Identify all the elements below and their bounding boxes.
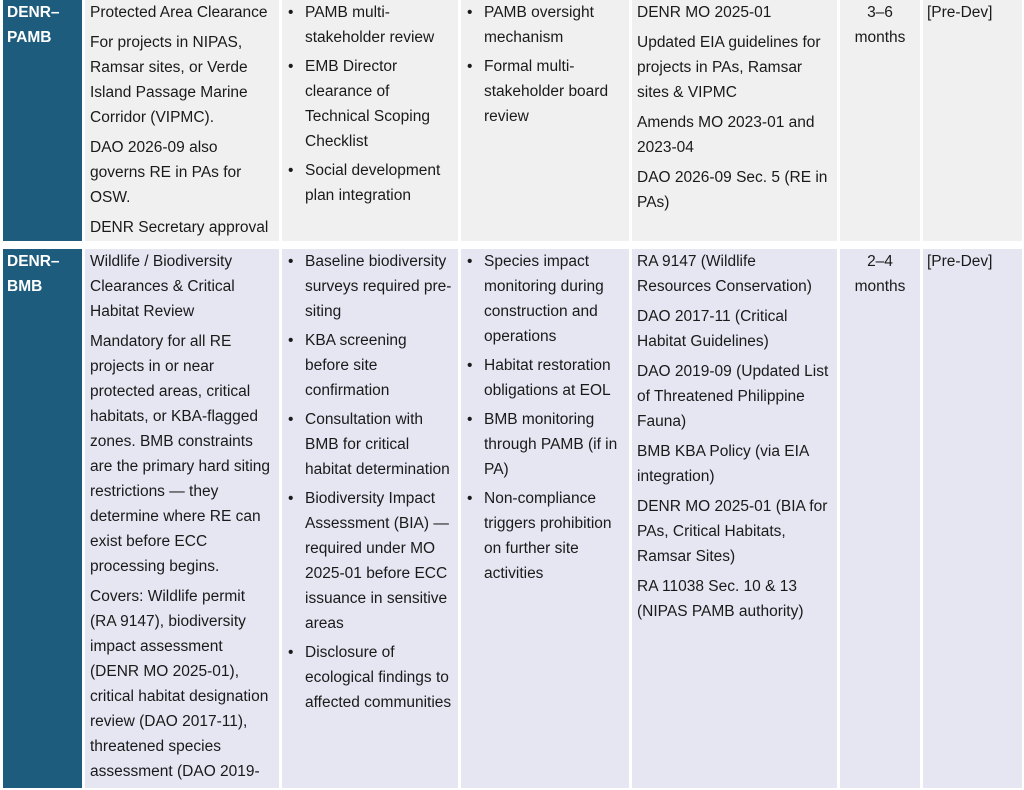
description-paragraph: DAO 2026-09 also governs RE in PAs for OSW. bbox=[90, 139, 242, 206]
timeline-cell: 3–6 months bbox=[840, 0, 920, 241]
requirements-cell bbox=[282, 0, 458, 241]
agency-cell bbox=[3, 0, 82, 241]
list-item: • KBA screening before site confirmation bbox=[286, 328, 454, 403]
permit-title: Wildlife / Biodiversity Clearances & Critical Habitat Review bbox=[90, 253, 235, 320]
description-cell bbox=[85, 249, 279, 788]
list-item: • EMB Director clearance of Technical Scoping Checklist bbox=[286, 54, 454, 154]
list-item: • Disclosure of ecological findings to affected communities bbox=[286, 640, 454, 715]
requirements-cell bbox=[282, 249, 458, 788]
description-paragraph: Mandatory for all RE projects in or near protected areas, critical habitats, or KBA-flagged zones. BMB constraints are the primary hard siting restrictions — they determine where RE can exist before ECC processing begins. bbox=[90, 333, 271, 575]
legal-reference: BMB KBA Policy (via EIA integration) bbox=[637, 443, 809, 485]
legal-reference: DAO 2026-09 Sec. 5 (RE in PAs) bbox=[637, 169, 828, 211]
legal-reference: DENR MO 2025-01 (BIA for PAs, Critical Habitats, Ramsar Sites) bbox=[637, 498, 828, 565]
post-approval-list bbox=[465, 249, 625, 586]
agency-label-line: PAMB bbox=[7, 29, 52, 46]
list-item: • Consultation with BMB for critical habitat determination bbox=[286, 407, 454, 482]
permit-title: Protected Area Clearance bbox=[90, 4, 268, 21]
list-item: • Formal multi-stakeholder board review bbox=[465, 54, 625, 129]
list-item: • Species impact monitoring during construction and operations bbox=[465, 249, 625, 349]
phase-cell: [Pre-Dev] bbox=[923, 0, 1022, 241]
legal-basis-cell bbox=[632, 0, 837, 241]
agency-label-line: BMB bbox=[7, 278, 43, 295]
requirements-list bbox=[286, 249, 454, 715]
list-item: • Baseline biodiversity surveys required pre-siting bbox=[286, 249, 454, 324]
description-cell bbox=[85, 0, 279, 241]
legal-reference: DENR MO 2025-01 bbox=[637, 4, 772, 21]
legal-reference: Updated EIA guidelines for projects in PAs, Ramsar sites & VIPMC bbox=[637, 34, 821, 101]
table-row-denr-pamb bbox=[3, 0, 1022, 241]
legal-reference: Amends MO 2023-01 and 2023-04 bbox=[637, 114, 815, 156]
list-item: • PAMB oversight mechanism bbox=[465, 0, 625, 50]
table-row-denr-bmb bbox=[3, 249, 1022, 788]
agency-label-line: DENR– bbox=[7, 253, 60, 270]
agency-cell bbox=[3, 249, 82, 788]
post-approval-cell bbox=[461, 0, 629, 241]
post-approval-cell bbox=[461, 249, 629, 788]
legal-reference: DAO 2019-09 (Updated List of Threatened Philippine Fauna) bbox=[637, 363, 829, 430]
list-item: • Biodiversity Impact Assessment (BIA) — required under MO 2025-01 before ECC issuance in sensitive areas bbox=[286, 486, 454, 636]
description-paragraph: DENR Secretary approval bbox=[90, 219, 269, 236]
list-item: • BMB monitoring through PAMB (if in PA) bbox=[465, 407, 625, 482]
list-item: • Non-compliance triggers prohibition on further site activities bbox=[465, 486, 625, 586]
list-item: • PAMB multi-stakeholder review bbox=[286, 0, 454, 50]
description-paragraph: Covers: Wildlife permit (RA 9147), biodiversity impact assessment (DENR MO 2025-01), critical habitat designation review (DAO 2017-11), threatened species assessment (DAO 2019- bbox=[90, 588, 269, 780]
description-paragraph: For projects in NIPAS, Ramsar sites, or Verde Island Passage Marine Corridor (VIPMC). bbox=[90, 34, 248, 126]
agency-label-line: DENR– bbox=[7, 4, 60, 21]
legal-reference: DAO 2017-11 (Critical Habitat Guidelines) bbox=[637, 308, 788, 350]
timeline-cell: 2–4 months bbox=[840, 249, 920, 788]
post-approval-list bbox=[465, 0, 625, 129]
phase-cell: [Pre-Dev] bbox=[923, 249, 1022, 788]
list-item: • Habitat restoration obligations at EOL bbox=[465, 353, 625, 403]
legal-reference: RA 9147 (Wildlife Resources Conservation) bbox=[637, 253, 812, 295]
legal-reference: RA 11038 Sec. 10 & 13 (NIPAS PAMB authority) bbox=[637, 578, 804, 620]
legal-basis-cell bbox=[632, 249, 837, 788]
requirements-list bbox=[286, 0, 454, 208]
list-item: • Social development plan integration bbox=[286, 158, 454, 208]
